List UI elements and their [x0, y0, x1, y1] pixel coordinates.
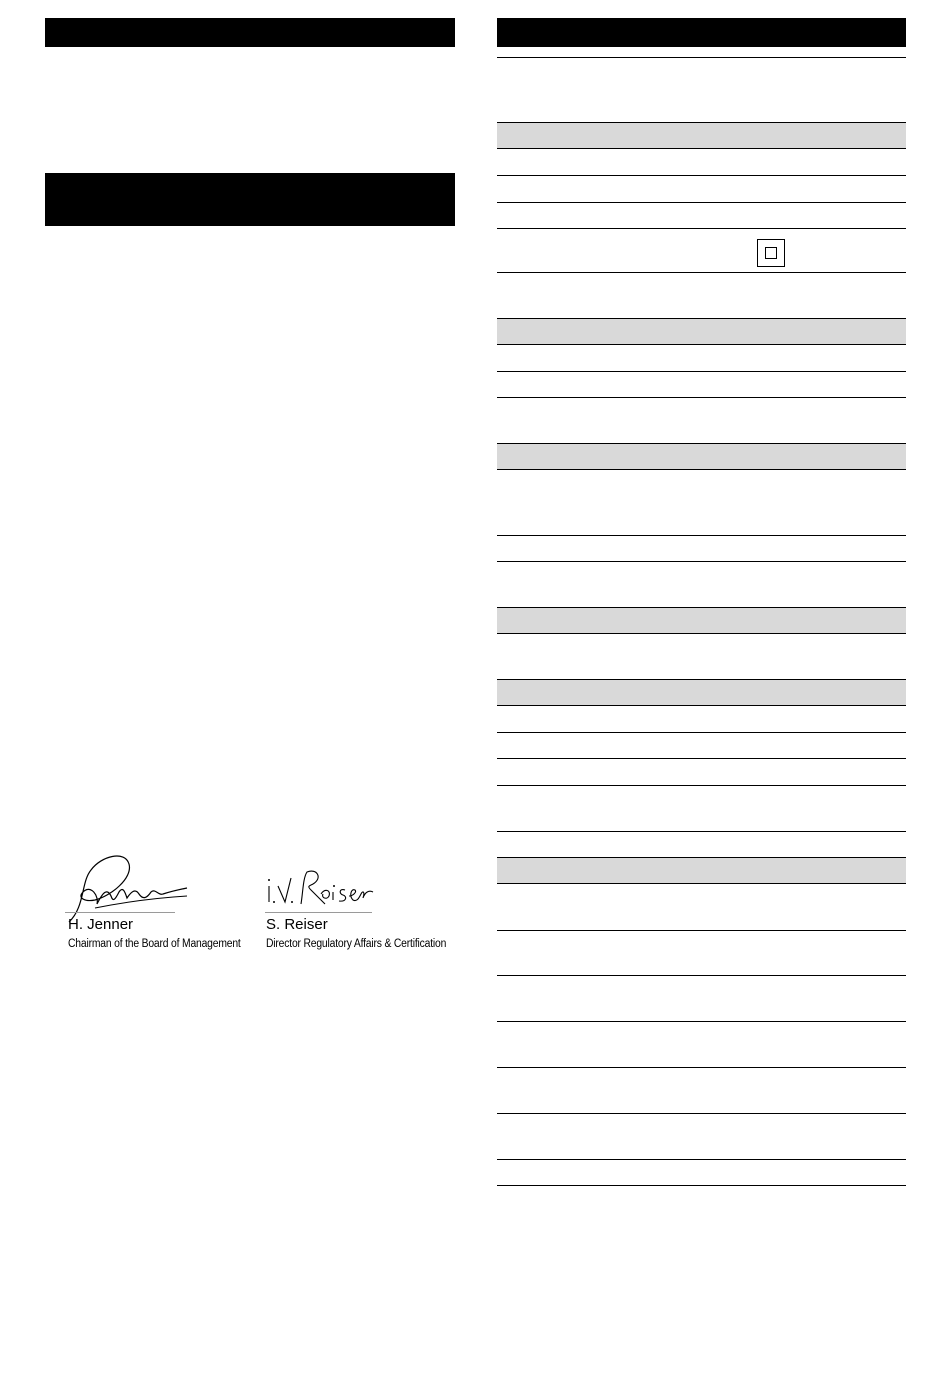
table-divider [497, 397, 906, 398]
table-divider [497, 785, 906, 786]
signature-line [65, 912, 175, 913]
table-divider [497, 561, 906, 562]
table-divider [497, 1159, 906, 1160]
signatory-title: Chairman of the Board of Management [68, 938, 241, 950]
table-divider [497, 202, 906, 203]
table-category-row [497, 679, 906, 706]
table-divider [497, 371, 906, 372]
left-section-header-bar-2 [45, 173, 455, 226]
signatory-name: S. Reiser [266, 916, 328, 933]
signatory-title: Director Regulatory Affairs & Certification [266, 938, 447, 950]
table-divider [497, 1185, 906, 1186]
table-category-row [497, 443, 906, 470]
table-divider [497, 930, 906, 931]
table-category-row [497, 318, 906, 345]
table-divider [497, 175, 906, 176]
table-category-row [497, 607, 906, 634]
table-divider [497, 228, 906, 229]
table-category-row [497, 857, 906, 884]
table-divider [497, 57, 906, 58]
signature-reiser [263, 864, 378, 914]
table-divider [497, 1067, 906, 1068]
table-divider [497, 758, 906, 759]
table-category-row [497, 122, 906, 149]
table-divider [497, 975, 906, 976]
right-section-header-bar [497, 18, 906, 47]
signatory-name: H. Jenner [68, 916, 134, 933]
table-divider [497, 535, 906, 536]
table-divider [497, 732, 906, 733]
table-divider [497, 1113, 906, 1114]
double-square-icon [757, 239, 785, 267]
table-divider [497, 1021, 906, 1022]
table-divider [497, 272, 906, 273]
table-divider [497, 831, 906, 832]
signature-line [265, 912, 372, 913]
left-section-header-bar-1 [45, 18, 455, 47]
